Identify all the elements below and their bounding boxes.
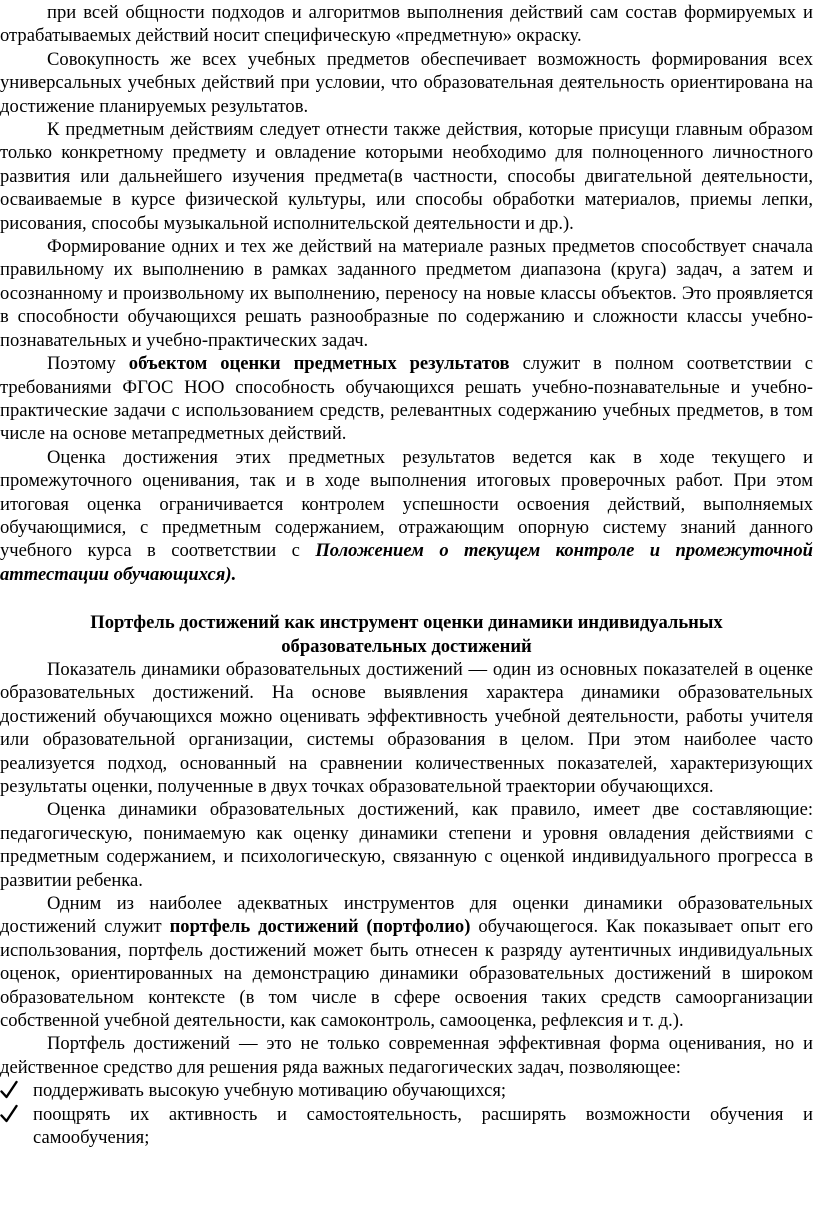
text-run: Формирование одних и тех же действий на материале разных предметов способствует сначала правильному их выполнению в рамках заданного предметом диапазона (круга) задач, а затем и осознанному и произвольному их выполнению, переносу на новые классы объектов. Это проявляется в способности обучающихся решать разнообразные по содержанию и сложности классы учебно-познавательных и учебно-практических задач. bbox=[0, 236, 813, 351]
body-section-2 bbox=[0, 658, 813, 1150]
list-item bbox=[0, 1103, 813, 1150]
paragraph bbox=[0, 352, 813, 446]
paragraph bbox=[0, 798, 813, 892]
paragraph bbox=[0, 48, 813, 118]
text-run: Поэтому bbox=[47, 353, 129, 375]
check-mark-icon bbox=[0, 1080, 18, 1100]
text-run: служит в полном соответствии с требованиями ФГОС НОО способность обучающихся решать учебно-познавательные и учебно-практические задачи с использованием средств, релевантных содержанию учебных предметов, в том числе на основе метапредметных действий. bbox=[0, 353, 813, 445]
text-run: Оценка динамики образовательных достижений, как правило, имеет две составляющие: педагогическую, понимаемую как оценку динамики степени и уровня овладения действиями с предметным содержанием, и психологическую, связанную с оценкой индивидуального прогресса в развитии ребенка. bbox=[0, 799, 813, 891]
list-item bbox=[0, 1079, 813, 1102]
paragraph bbox=[0, 892, 813, 1032]
text-run: Портфель достижений — это не только современная эффективная форма оценивания, но и действенное средство для решения ряда важных педагогических задач, позволяющее: bbox=[0, 1033, 813, 1078]
text-run: Одним из наиболее адекватных инструментов для оценки динамики образовательных достижений служит bbox=[0, 893, 813, 938]
text-run: К предметным действиям следует отнести также действия, которые присущи главным образом только конкретному предмету и овладение которыми необходимо для полноценного личностного развития или дальнейшего изучения предмета(в частности, способы двигательной деятельности, осваиваемые в курсе физической культуры, или способы обработки материалов, приемы лепки, рисования, способы музыкальной исполнительской деятельности и др.). bbox=[0, 119, 813, 234]
bold-italic-reference: Положением о текущем контроле и промежуточной аттестации обучающихся). bbox=[0, 540, 813, 585]
text-run: при всей общности подходов и алгоритмов выполнения действий сам состав формируемых и отрабатываемых действий носит специфическую «предметную» окраску. bbox=[0, 2, 813, 47]
bold-term: объектом оценки предметных результатов bbox=[128, 353, 510, 375]
paragraph bbox=[0, 1032, 813, 1079]
checklist bbox=[0, 1079, 813, 1149]
paragraph bbox=[0, 235, 813, 352]
text-run: Показатель динамики образовательных достижений — один из основных показателей в оценке образовательных достижений. На основе выявления характера динамики образовательных достижений обучающихся можно оценивать эффективность учебной деятельности, работы учителя или образовательной организации, системы образования в целом. При этом наиболее часто реализуется подход, основанный на сравнении количественных показателей, характеризующих результаты оценки, полученные в двух точках образовательной траектории обучающихся. bbox=[0, 658, 813, 797]
bold-term: портфель достижений (портфолио) bbox=[169, 916, 471, 938]
check-mark-icon bbox=[0, 1104, 18, 1124]
list-item-text: поддерживать высокую учебную мотивацию обучающихся; bbox=[33, 1080, 507, 1102]
text-run: Оценка достижения этих предметных результатов ведется как в ходе текущего и промежуточного оценивания, так и в ходе выполнения итоговых проверочных работ. При этом итоговая оценка ограничивается контролем успешности освоения действий, выполняемых обучающимися, с предметным содержанием, отражающим опорную систему знаний данного учебного курса в соответствии с bbox=[0, 446, 813, 562]
body-section-1 bbox=[0, 1, 813, 586]
paragraph bbox=[0, 658, 813, 798]
text-run: Совокупность же всех учебных предметов обеспечивает возможность формирования всех универсальных учебных действий при условии, что образовательная деятельность ориентирована на достижение планируемых результатов. bbox=[0, 48, 813, 117]
paragraph bbox=[0, 1, 813, 48]
list-item-text: поощрять их активность и самостоятельность, расширять возможности обучения и самообучения; bbox=[33, 1103, 813, 1149]
section-heading: Портфель достижений как инструмент оценки динамики индивидуальных образовательных достижений bbox=[90, 612, 723, 657]
paragraph bbox=[0, 446, 813, 586]
paragraph bbox=[0, 118, 813, 235]
text-run: обучающегося. Как показывает опыт его использования, портфель достижений может быть отнесен к разряду аутентичных индивидуальных оценок, ориентированных на демонстрацию динамики образовательных достижений в широком образовательном контексте (в том числе в сфере освоения таких средств самоорганизации собственной учебной деятельности, как самоконтроль, самооценка, рефлексия и т. д.). bbox=[0, 916, 813, 1032]
